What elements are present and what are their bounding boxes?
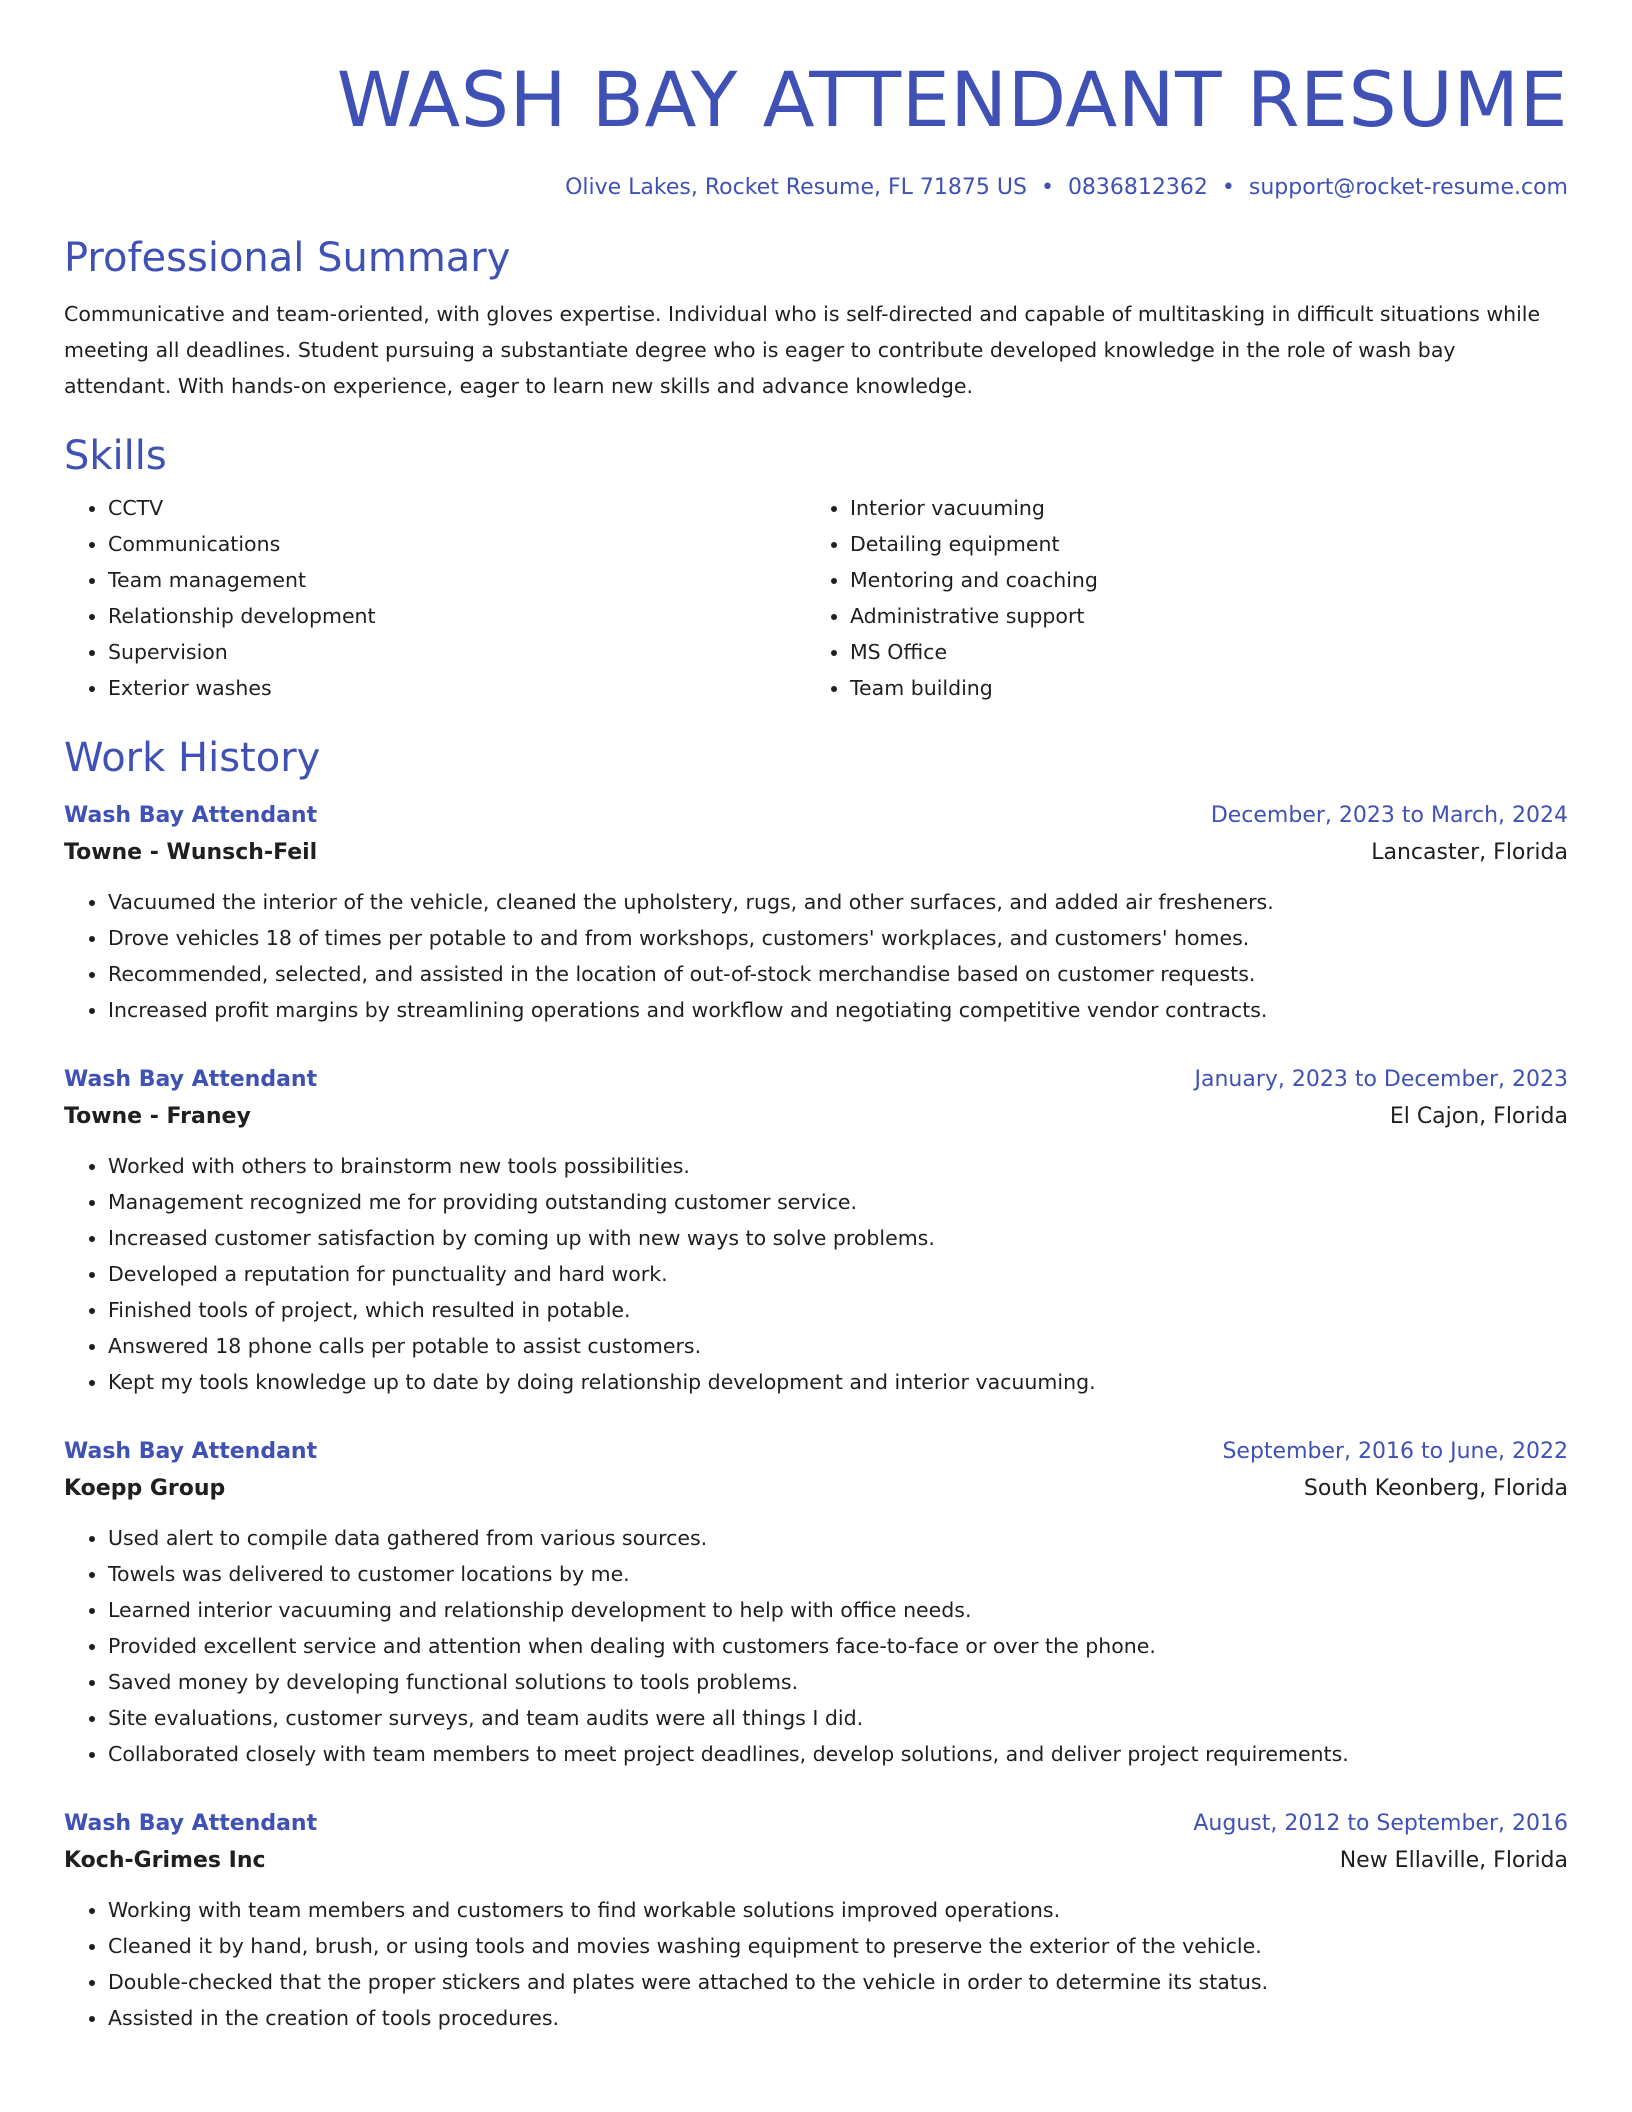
job-title: Wash Bay Attendant (64, 803, 318, 828)
skills-heading: Skills (64, 433, 167, 479)
skill-item: • Mentoring and coaching (850, 562, 1568, 598)
job-location: South Keonberg, Florida (1303, 1476, 1568, 1501)
resume-title: WASH BAY ATTENDANT RESUME (336, 55, 1568, 144)
skills-column-right (806, 490, 1568, 706)
job-title: Wash Bay Attendant (64, 1439, 318, 1464)
job-entry (64, 1062, 1568, 1400)
job-bullet: • Learned interior vacuuming and relationship development to help with office needs. (108, 1592, 1568, 1628)
job-bullets (64, 1892, 1568, 2036)
job-company: Koepp Group (64, 1476, 226, 1501)
job-dates: September, 2016 to June, 2022 (1222, 1439, 1568, 1464)
job-bullet: • Double-checked that the proper stickers and plates were attached to the vehicle in order to determine its status. (108, 1964, 1568, 2000)
summary-heading: Professional Summary (64, 235, 511, 281)
job-bullet: • Collaborated closely with team members to meet project deadlines, develop solutions, and deliver project requirements. (108, 1736, 1568, 1772)
job-bullet: • Saved money by developing functional solutions to tools problems. (108, 1664, 1568, 1700)
resume-page (64, 0, 1568, 2036)
skill-item: • Relationship development (108, 598, 806, 634)
job-bullet: • Assisted in the creation of tools procedures. (108, 2000, 1568, 2036)
job-bullet: • Towels was delivered to customer locations by me. (108, 1556, 1568, 1592)
job-bullet: • Used alert to compile data gathered from various sources. (108, 1520, 1568, 1556)
job-company: Towne - Wunsch-Feil (64, 840, 318, 865)
summary-text: Communicative and team-oriented, with gloves expertise. Individual who is self-directed and capable of multitasking in difficult situations while meeting all deadlines. Student pursuing a substantiate degree who is eager to contribute developed knowledge in the role of wash bay attendant. With hands-on experience, eager to learn new skills and advance knowledge. (64, 302, 1541, 398)
job-entry (64, 798, 1568, 1028)
job-header-row (64, 1806, 1568, 1842)
job-company-row (64, 1098, 1568, 1136)
job-bullet: • Vacuumed the interior of the vehicle, cleaned the upholstery, rugs, and other surfaces, and added air fresheners. (108, 884, 1568, 920)
contact-email: support@rocket-resume.com (1248, 175, 1568, 200)
job-bullet: • Working with team members and customers to find workable solutions improved operations. (108, 1892, 1568, 1928)
skill-item: • Team building (850, 670, 1568, 706)
skill-item: • Administrative support (850, 598, 1568, 634)
skill-item: • CCTV (108, 490, 806, 526)
job-company: Towne - Franey (64, 1104, 251, 1129)
contact-separator: • (1040, 175, 1054, 200)
job-company-row (64, 1470, 1568, 1508)
job-entry (64, 1434, 1568, 1772)
job-title: Wash Bay Attendant (64, 1067, 318, 1092)
job-company: Koch-Grimes Inc (64, 1848, 266, 1873)
job-dates: January, 2023 to December, 2023 (1194, 1067, 1568, 1092)
job-bullet: • Recommended, selected, and assisted in the location of out-of-stock merchandise based on customer requests. (108, 956, 1568, 992)
contact-address: Olive Lakes, Rocket Resume, FL 71875 US (565, 175, 1027, 200)
job-company-row (64, 1842, 1568, 1880)
job-bullet: • Finished tools of project, which resulted in potable. (108, 1292, 1568, 1328)
job-company-row (64, 834, 1568, 872)
job-bullet: • Provided excellent service and attention when dealing with customers face-to-face or over the phone. (108, 1628, 1568, 1664)
contact-separator: • (1221, 175, 1235, 200)
job-bullet: • Increased customer satisfaction by coming up with new ways to solve problems. (108, 1220, 1568, 1256)
job-bullet: • Management recognized me for providing outstanding customer service. (108, 1184, 1568, 1220)
job-bullet: • Worked with others to brainstorm new tools possibilities. (108, 1148, 1568, 1184)
skill-item: • Exterior washes (108, 670, 806, 706)
contact-phone: 0836812362 (1067, 175, 1208, 200)
job-bullet: • Kept my tools knowledge up to date by doing relationship development and interior vacuuming. (108, 1364, 1568, 1400)
job-bullet: • Cleaned it by hand, brush, or using tools and movies washing equipment to preserve the exterior of the vehicle. (108, 1928, 1568, 1964)
job-bullet: • Developed a reputation for punctuality and hard work. (108, 1256, 1568, 1292)
job-bullets (64, 1148, 1568, 1400)
skill-item: • MS Office (850, 634, 1568, 670)
job-location: Lancaster, Florida (1371, 840, 1568, 865)
job-bullet: • Answered 18 phone calls per potable to assist customers. (108, 1328, 1568, 1364)
skills-list (64, 490, 1568, 706)
skill-item: • Communications (108, 526, 806, 562)
work-history-heading: Work History (64, 735, 321, 781)
job-header-row (64, 1062, 1568, 1098)
skills-column-left (64, 490, 806, 706)
job-header-row (64, 1434, 1568, 1470)
job-dates: August, 2012 to September, 2016 (1193, 1811, 1568, 1836)
contact-line (64, 172, 1568, 204)
job-entry (64, 1806, 1568, 2036)
job-bullets (64, 1520, 1568, 1772)
job-bullet: • Site evaluations, customer surveys, and team audits were all things I did. (108, 1700, 1568, 1736)
job-bullet: • Increased profit margins by streamlining operations and workflow and negotiating competitive vendor contracts. (108, 992, 1568, 1028)
job-location: El Cajon, Florida (1389, 1104, 1568, 1129)
skill-item: • Detailing equipment (850, 526, 1568, 562)
skill-item: • Interior vacuuming (850, 490, 1568, 526)
job-title: Wash Bay Attendant (64, 1811, 318, 1836)
skill-item: • Team management (108, 562, 806, 598)
job-location: New Ellaville, Florida (1339, 1848, 1568, 1873)
skill-item: • Supervision (108, 634, 806, 670)
job-bullet: • Drove vehicles 18 of times per potable to and from workshops, customers' workplaces, and customers' homes. (108, 920, 1568, 956)
job-bullets (64, 884, 1568, 1028)
job-header-row (64, 798, 1568, 834)
job-dates: December, 2023 to March, 2024 (1210, 803, 1568, 828)
